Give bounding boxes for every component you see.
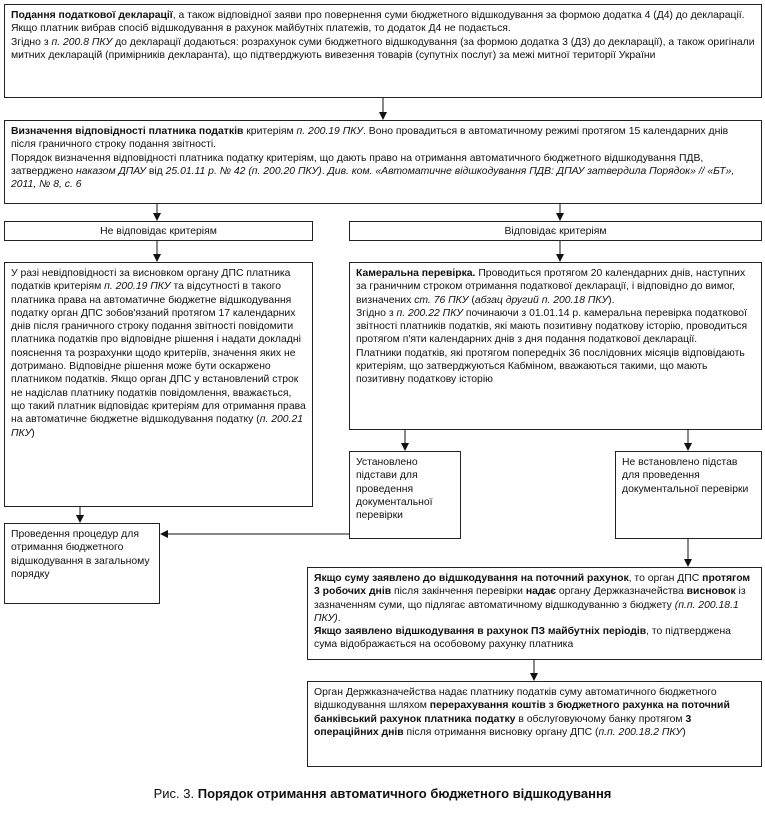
- step-declaration-box: Подання податкової декларації, а також відповідної заяви про повернення суми бюджетного відшкодування за формою додатка 4 (Д4) до декларації. Якщо платник вибрав спосіб відшкодування в рахунок майбутніх платежів, то додаток Д4 не подається. Згідно з п. 200.8 ПКУ до декларації додаються: розрахунок суми бюджетного відшкодування (за формою додатка 3 (Д3) до декларації), а також оригінали митних декларацій (примірників декларанта), що підтверджують вивезення товарів (супутніх послуг) за межі митної території України: [4, 4, 762, 98]
- declaration-text: Подання податкової декларації, а також відповідної заяви про повернення суми бюджетного відшкодування за формою додатка 4 (Д4) до декларації. Якщо платник вибрав спосіб відшкодування в рахунок майбутніх платежів, то додаток Д4 не подається.: [11, 10, 745, 35]
- grounds-found-box: Установлено підстави для проведення документальної перевірки: [349, 451, 461, 539]
- treasury-transfer-box: Орган Держказначейства надає платнику податків суму автоматичного бюджетного відшкодування шляхом перерахування коштів з бюджетного рахунка на поточний банківський рахунок платника податку в обслуговуючому банку протягом 3 операційних днів після отримання висновку органу ДПС (п.п. 200.18.2 ПКУ): [307, 681, 762, 767]
- non-compliance-box: У разі невідповідності за висновком органу ДПС платника податків критеріям п. 200.19 ПКУ та відсутності в такого платника права на автоматичне бюджетне відшкодування податку орган ДПС зобов'язаний протягом 17 календарних днів після граничного строку подання звітності повідомити платника податків про відповідне рішення і надати докладні пояснення та розрахунки щодо критеріїв, значення яких не дотримано. Відповідне рішення може бути оскаржено платником податків. Якщо орган ДПС у встановлений строк не надіслав платнику податків повідомлення, вважається, що такий платник відповідає критеріям для отримання права на автоматичне бюджетне відшкодування податку (п. 200.21 ПКУ): [4, 262, 313, 507]
- caption-prefix: Рис. 3.: [153, 786, 195, 801]
- branch-not-matching-header: Не відповідає критеріям: [4, 221, 313, 241]
- general-procedure-box: Проведення процедур для отримання бюджетного відшкодування в загальному порядку: [4, 523, 160, 604]
- figure-caption: [0, 786, 765, 801]
- caption-title: Порядок отримання автоматичного бюджетного відшкодування: [197, 786, 612, 801]
- branch-matching-header: Відповідає критеріям: [349, 221, 762, 241]
- grounds-not-found-box: Не встановлено підстав для проведення документальної перевірки: [615, 451, 762, 539]
- current-account-box: Якщо суму заявлено до відшкодування на поточний рахунок, то орган ДПС протягом 3 робочих днів після закінчення перевірки надає органу Держказначейства висновок із зазначенням суми, що підлягає автоматичному відшкодуванню з бюджету (п.п. 200.18.1 ПКУ). Якщо заявлено відшкодування в рахунок ПЗ майбутніх періодів, то підтверджена сума відображається на особовому рахунку платника: [307, 567, 762, 660]
- step-criteria-check-box: Визначення відповідності платника податків критеріям п. 200.19 ПКУ. Воно провадиться в автоматичному режимі протягом 15 календарних днів після граничного строку подання звітності. Порядок визначення відповідності платника податку критеріям, що дають право на отримання автоматичного бюджетного відшкодування ПДВ, затверджено наказом ДПАУ від 25.01.11 р. № 42 (п. 200.20 ПКУ). Див. ком. «Автоматичне відшкодування ПДВ: ДПАУ затвердила Порядок» // «БТ», 2011, № 8, с. 6: [4, 120, 762, 204]
- desk-audit-box: Камеральна перевірка. Проводиться протягом 20 календарних днів, наступних за граничним строком отримання податкової декларації, і відповідно до вимог, визначених ст. 76 ПКУ (абзац другий п. 200.18 ПКУ). Згідно з п. 200.22 ПКУ починаючи з 01.01.14 р. камеральна перевірка податкової звітності платників податків, які мають позитивну податкову історію, проводиться протягом п'яти календарних днів з дня подання податкової декларації. Платники податків, які протягом попередніх 36 послідовних місяців відповідають критеріям, що затверджуються Кабміном, вважаються такими, що мають позитивну податкову історію: [349, 262, 762, 430]
